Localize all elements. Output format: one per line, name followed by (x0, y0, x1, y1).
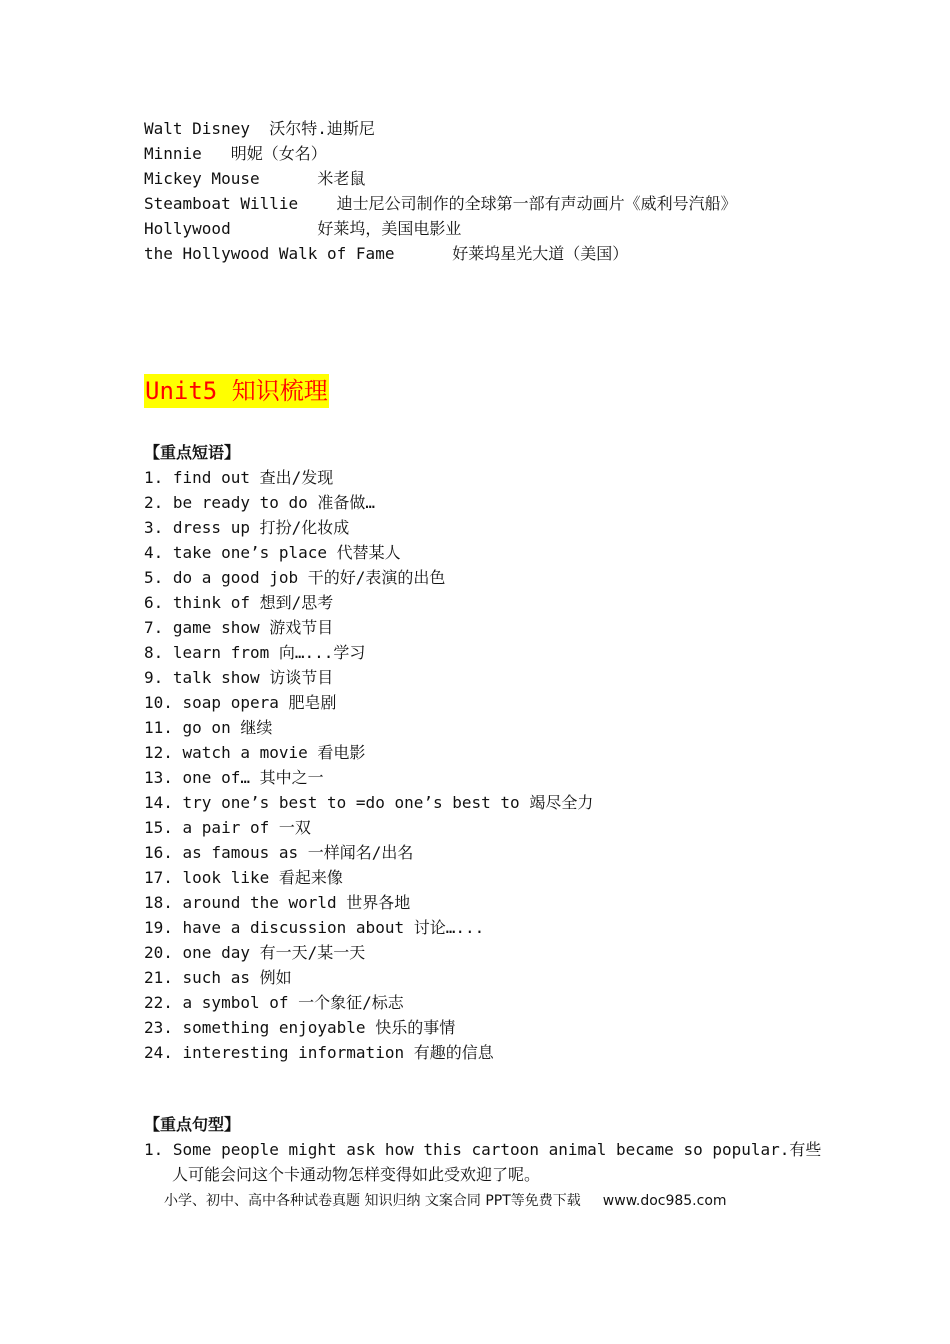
phrase-item: 7. game show 游戏节目 (144, 618, 334, 637)
phrase-item: 1. find out 查出/发现 (144, 468, 334, 487)
vocab-item: the Hollywood Walk of Fame 好莱坞星光大道（美国） (144, 244, 629, 263)
vocab-item: Hollywood 好莱坞，美国电影业 (144, 219, 462, 238)
phrase-item: 20. one day 有一天/某一天 (144, 943, 366, 962)
phrases-heading: 【重点短语】 (144, 443, 241, 462)
key-phrases-section (144, 440, 593, 1065)
phrase-item: 21. such as 例如 (144, 968, 292, 987)
phrase-item: 10. soap opera 肥皂剧 (144, 693, 337, 712)
sentence-item: 1. Some people might ask how this cartoon animal became so popular.有些人可能会问这个卡通动物怎样变得如此受欢迎了呢。 (144, 1140, 822, 1184)
vocab-item: Steamboat Willie 迪士尼公司制作的全球第一部有声动画片《威利号汽船》 (144, 194, 737, 213)
unit-title: Unit5 知识梳理 (144, 374, 329, 408)
phrase-item: 18. around the world 世界各地 (144, 893, 411, 912)
phrase-item: 11. go on 继续 (144, 718, 273, 737)
phrase-item: 24. interesting information 有趣的信息 (144, 1043, 494, 1062)
phrase-item: 2. be ready to do 准备做… (144, 493, 376, 512)
vocab-item: Mickey Mouse 米老鼠 (144, 169, 366, 188)
phrase-item: 8. learn from 向…...学习 (144, 643, 366, 662)
sentences-heading: 【重点句型】 (144, 1115, 241, 1134)
phrase-item: 4. take one’s place 代替某人 (144, 543, 401, 562)
key-sentences-section (144, 1112, 832, 1187)
phrase-item: 5. do a good job 干的好/表演的出色 (144, 568, 446, 587)
phrase-item: 9. talk show 访谈节目 (144, 668, 334, 687)
footer-site-link[interactable]: www.doc985.com (602, 1193, 727, 1209)
footer-text: 小学、初中、高中各种试卷真题 知识归纳 文案合同 PPT等免费下载 (164, 1193, 581, 1209)
phrase-item: 13. one of… 其中之一 (144, 768, 324, 787)
phrase-item: 19. have a discussion about 讨论…... (144, 918, 485, 937)
phrase-item: 23. something enjoyable 快乐的事情 (144, 1018, 456, 1037)
phrase-item: 17. look like 看起来像 (144, 868, 343, 887)
phrase-item: 12. watch a movie 看电影 (144, 743, 366, 762)
phrase-item: 6. think of 想到/思考 (144, 593, 334, 612)
phrase-item: 3. dress up 打扮/化妆成 (144, 518, 350, 537)
vocab-item: Minnie 明妮（女名） (144, 144, 327, 163)
phrase-item: 22. a symbol of 一个象征/标志 (144, 993, 404, 1012)
phrase-item: 14. try one’s best to =do one’s best to 竭尽全力 (144, 793, 594, 812)
page-footer (164, 1190, 727, 1212)
phrase-item: 16. as famous as 一样闻名/出名 (144, 843, 414, 862)
vocab-item: Walt Disney 沃尔特.迪斯尼 (144, 119, 375, 138)
vocabulary-list (144, 116, 737, 266)
phrase-item: 15. a pair of 一双 (144, 818, 311, 837)
